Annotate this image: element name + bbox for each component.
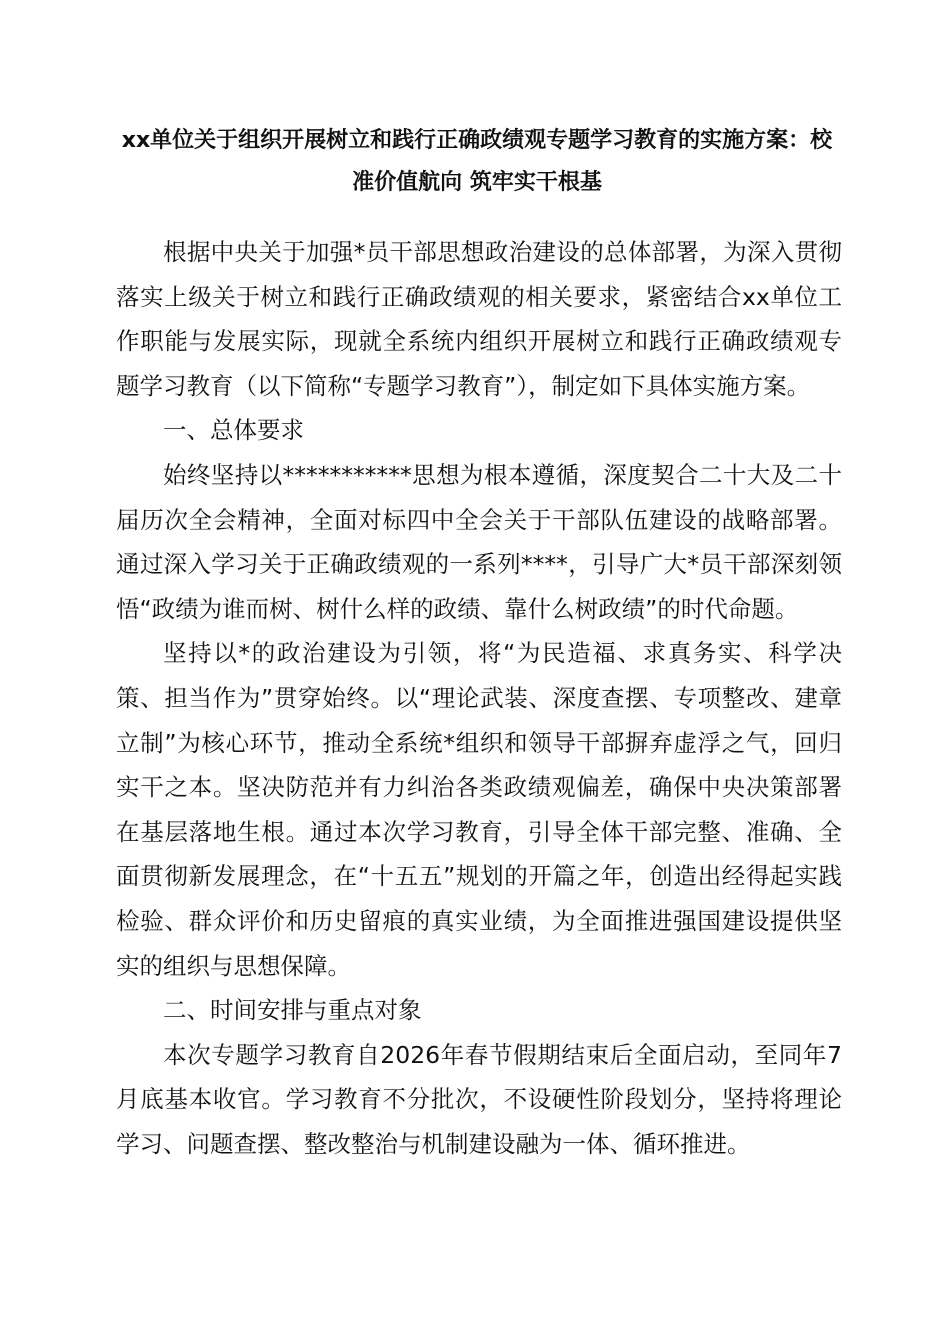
paragraph-schedule: 本次专题学习教育自2026年春节假期结束后全面启动，至同年7月底基本收官。学习教育不分批次，不设硬性阶段划分，坚持将理论学习、问题查摆、整改整治与机制建设融为一体、循环推进。 <box>116 1040 842 1158</box>
paragraph-political-construction: 坚持以*的政治建设为引领，将“为民造福、求真务实、科学决策、担当作为”贯穿始终。以“理论武装、深度查摆、专项整改、建章立制”为核心环节，推动全系统*组织和领导干部摒弃虚浮之气，回归实干之本。坚决防范并有力纠治各类政绩观偏差，确保中央决策部署在基层落地生根。通过本次学习教育，引导全体干部完整、准确、全面贯彻新发展理念，在“十五五”规划的开篇之年，创造出经得起实践检验、群众评价和历史留痕的真实业绩，为全面推进强国建设提供坚实的组织与思想保障。 <box>116 639 842 980</box>
paragraph-guiding-thought: 始终坚持以***********思想为根本遵循，深度契合二十大及二十届历次全会精神，全面对标四中全会关于干部队伍建设的战略部署。通过深入学习关于正确政绩观的一系列****，引导广大*员干部深刻领悟“政绩为谁而树、树什么样的政绩、靠什么树政绩”的时代命题。 <box>116 460 842 623</box>
document-body <box>116 230 842 1166</box>
section-heading-schedule: 二、时间安排与重点对象 <box>163 996 422 1025</box>
paragraph-intro: 根据中央关于加强*员干部思想政治建设的总体部署，为深入贯彻落实上级关于树立和践行正确政绩观的相关要求，紧密结合xx单位工作职能与发展实际，现就全系统内组织开展树立和践行正确政绩观专题学习教育（以下简称“专题学习教育”），制定如下具体实施方案。 <box>116 238 842 400</box>
document-title: xx单位关于组织开展树立和践行正确政绩观专题学习教育的实施方案：校准价值航向 筑牢实干根基 <box>121 128 833 195</box>
section-heading-general-requirements: 一、总体要求 <box>163 416 304 445</box>
